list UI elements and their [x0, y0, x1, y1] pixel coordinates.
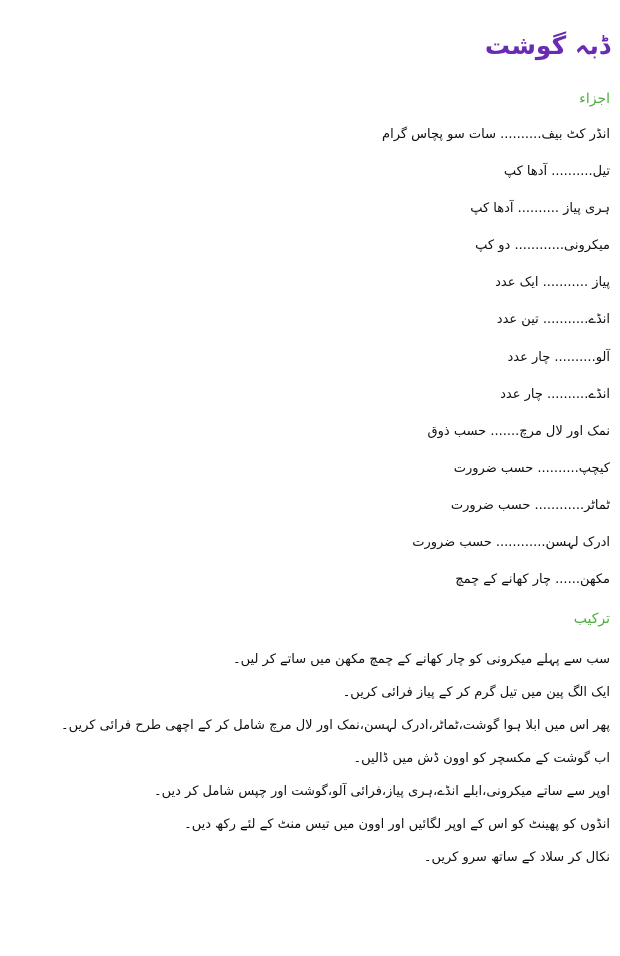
ingredient-item: انڈر کٹ بیف.......... سات سو پچاس گرام [382, 127, 610, 142]
ingredient-item: میکرونی............ دو کپ [475, 238, 610, 254]
recipe-title: ڈبہ گوشت [484, 31, 610, 60]
method-step: اوپر سے ساتے میکرونی،ابلے انڈے،ہری پیاز،فرائی آلو،گوشت اور چپس شامل کر دیں۔ [153, 784, 610, 799]
ingredient-item: نمک اور لال مرچ....... حسب ذوق [427, 423, 610, 439]
ingredients-list [382, 116, 610, 598]
method-step: ایک الگ پین میں تیل گرم کر کے پیاز فرائی کریں۔ [342, 685, 610, 700]
ingredients-heading: اجزاء [579, 91, 610, 107]
ingredient-item: آلو.......... چار عدد [507, 349, 610, 365]
method-step: سب سے پہلے میکرونی کو چار کھانے کے چمچ مکھن میں ساتے کر لیں۔ [233, 652, 610, 667]
ingredient-item: ٹماٹر............ حسب ضرورت [450, 497, 610, 513]
ingredient-item: مکھن...... چار کھانے کے چمچ [455, 572, 610, 588]
method-step: پھر اس میں ابلا ہوا گوشت،ٹماٹر،ادرک لہسن،نمک اور لال مرچ شامل کر کے اچھی طرح فرائی کریں۔ [60, 718, 610, 733]
ingredient-item: ادرک لہسن............ حسب ضرورت [412, 535, 610, 551]
ingredient-item: ہری پیاز .......... آدھا کپ [470, 201, 610, 217]
method-step: انڈوں کو پھینٹ کو اس کے اوپر لگائیں اور اوون میں تیس منٹ کے لئے رکھ دیں۔ [184, 817, 610, 832]
ingredient-item: انڈے........... تین عدد [496, 312, 610, 328]
method-step: نکال کر سلاد کے ساتھ سرو کریں۔ [423, 850, 610, 865]
ingredient-item: تیل.......... آدھا کپ [503, 164, 610, 180]
ingredient-item: پیاز ........... ایک عدد [495, 275, 610, 291]
method-heading: ترکیب [573, 611, 610, 627]
method-steps-list [14, 643, 610, 874]
ingredient-item: انڈے.......... چار عدد [500, 386, 610, 402]
ingredient-item: کیچپ.......... حسب ضرورت [453, 460, 610, 476]
method-step: اب گوشت کے مکسچر کو اوون ڈش میں ڈالیں۔ [353, 751, 610, 766]
